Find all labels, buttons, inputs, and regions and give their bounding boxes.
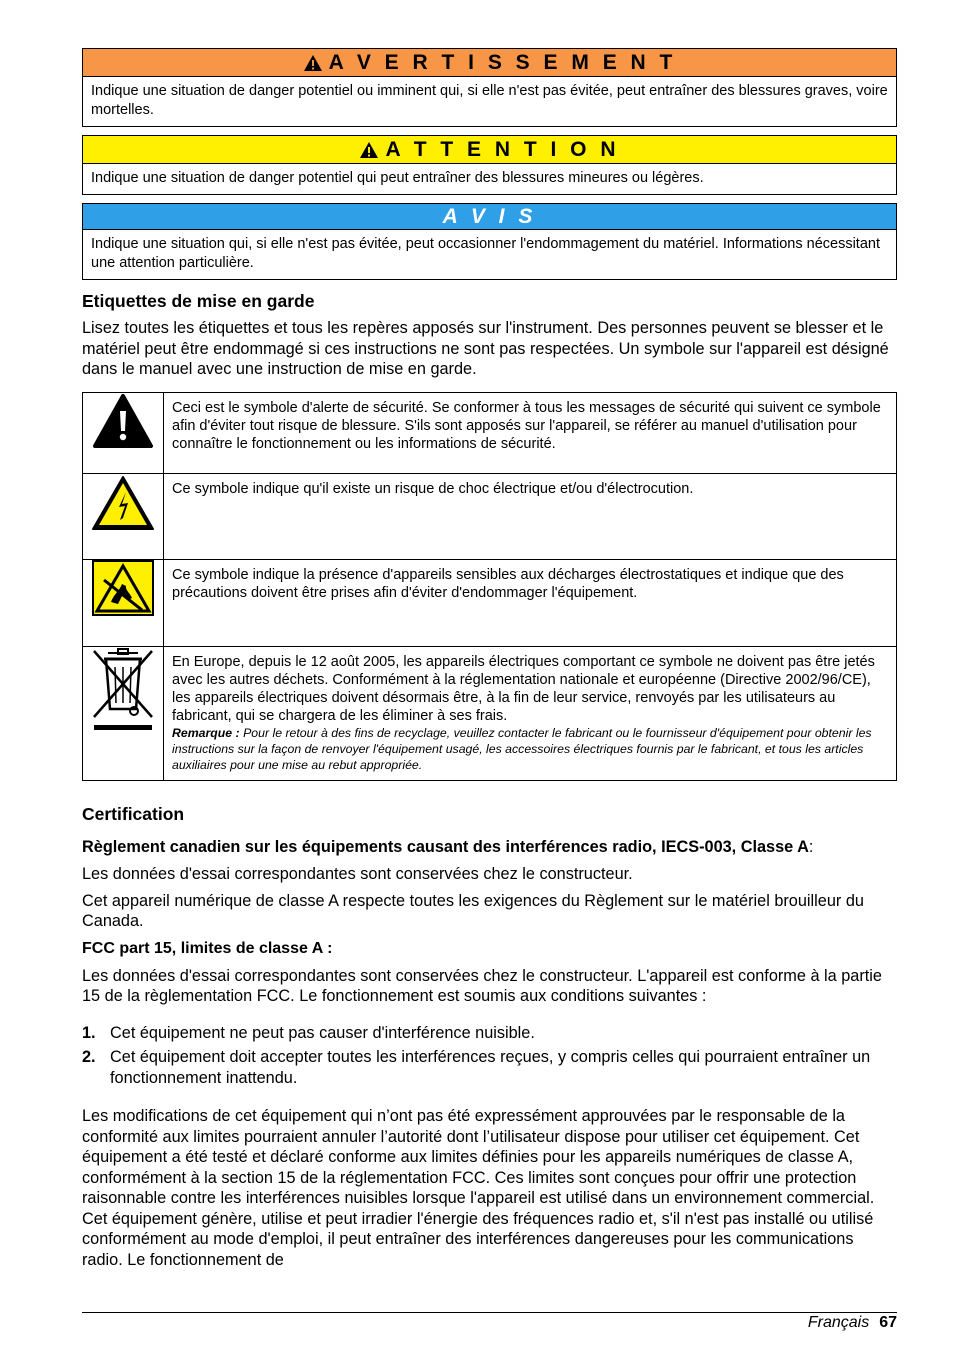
warning-text: Indique une situation de danger potentiel ou imminent qui, si elle n'est pas évitée, peut entraîner des blessures graves, voire mortelles.: [91, 83, 888, 118]
notice-box: [82, 203, 897, 280]
labels-intro: Lisez toutes les étiquettes et tous les repères apposés sur l'instrument. Des personnes peuvent se blesser et le matériel peut être endommagé si ces instructions ne sont pas respectées. Un symbole sur l'appareil est désigné dans le manuel avec une instruction de mise en garde.: [82, 319, 889, 378]
symbol-description: Ceci est le symbole d'alerte de sécurité. Se conformer à tous les messages de sécurité qui suivent ce symbole afin d'éviter tout risque de blessure. S'ils sont apposés sur l'appareil, se référer au manuel d'utilisation pour connaître le fonctionnement ou les informations de sécurité.: [164, 392, 897, 473]
table-row: [83, 392, 897, 473]
page-footer: [82, 1312, 897, 1333]
weee-crossed-bin-icon: [90, 647, 156, 733]
notice-header: [83, 204, 896, 230]
canada-paragraph-1: Les données d'essai correspondantes sont conservées chez le constructeur.: [82, 865, 633, 883]
footer-language: Français: [807, 1314, 870, 1331]
conditions-list: [82, 1023, 897, 1089]
canada-heading: [82, 837, 897, 858]
warning-header: [83, 49, 896, 77]
symbols-table: [82, 392, 897, 781]
fcc-paragraph-1: Les données d'essai correspondantes sont conservées chez le constructeur. L'appareil est conforme à la partie 15 de la règlementation FCC. Le fonctionnement est soumis aux conditions suivantes :: [82, 966, 882, 1005]
warning-title: A V E R T I S S E M E N T: [328, 50, 677, 74]
list-item: [82, 1047, 897, 1088]
caution-text: Indique une situation de danger potentiel qui peut entraîner des blessures mineures ou légères.: [91, 170, 704, 186]
symbol-description: Ce symbole indique qu'il existe un risque de choc électrique et/ou d'électrocution.: [164, 473, 897, 559]
fcc-paragraph-2: Les modifications de cet équipement qui n’ont pas été expressément approuvées par le responsable de la conformité aux limites pourraient annuler l’autorité dont l’utilisateur dispose pour utiliser cet équipement. Cet équipement a été testé et déclaré conforme aux limites définies pour les appareils numériques de classe A, conformément à la section 15 de la réglementation FCC. Ces limites sont conçues pour offrir une protection raisonnable contre les interférences nuisibles lorsque l'appareil est utilisé dans un environnement commercial. Cet équipement génère, utilise et peut irradier l'énergie des fréquences radio et, s'il n'est pas installé ou utilisé conformément au mode d'emploi, il peut entraîner des interférences dangereuses pour les communications radio. Le fonctionnement de: [82, 1107, 875, 1269]
table-row: [83, 559, 897, 646]
caution-box: [82, 135, 897, 195]
canada-paragraph-2: Cet appareil numérique de classe A respecte toutes les exigences du Règlement sur le matériel brouilleur du Canada.: [82, 891, 864, 930]
note: [172, 725, 888, 773]
page-content: [82, 48, 897, 1270]
list-item-text: Cet équipement doit accepter toutes les interférences reçues, y compris celles qui pourraient entraîner un fonctionnement inattendu.: [110, 1048, 871, 1087]
caution-header: [83, 136, 896, 164]
canada-heading-suffix: :: [808, 837, 814, 856]
section-heading-certification: Certification: [82, 803, 185, 824]
caution-title: A T T E N T I O N: [385, 137, 620, 161]
notice-text: Indique une situation qui, si elle n'est pas évitée, peut occasionner l'endommagement du matériel. Informations nécessitant une attention particulière.: [91, 236, 880, 271]
section-heading-labels: Etiquettes de mise en garde: [82, 291, 315, 311]
list-item: [82, 1023, 897, 1044]
esd-sensitive-icon: [92, 560, 154, 616]
caution-triangle-icon: [359, 141, 379, 159]
note-label: Remarque :: [172, 725, 240, 740]
warning-triangle-icon: [303, 54, 323, 72]
electrical-shock-icon: [90, 474, 156, 532]
general-warning-icon: [92, 393, 154, 449]
warning-box: [82, 48, 897, 127]
list-item-text: Cet équipement ne peut pas causer d'interférence nuisible.: [110, 1023, 535, 1042]
notice-title: A V I S: [442, 204, 537, 228]
list-item-number: 2.: [82, 1048, 96, 1066]
fcc-heading: FCC part 15, limites de classe A :: [82, 939, 333, 957]
canada-heading-main: Règlement canadien sur les équipements causant des interférences radio, IECS-003, Classe A: [82, 837, 809, 856]
list-item-number: 1.: [82, 1023, 96, 1042]
table-row: [83, 646, 897, 780]
symbol-description: Ce symbole indique la présence d'appareils sensibles aux décharges électrostatiques et indique que des précautions doivent être prises afin d'éviter d'endommager l'équipement.: [164, 559, 897, 646]
symbol-description: En Europe, depuis le 12 août 2005, les appareils électriques comportant ce symbole ne doivent pas être jetés avec les autres déchets. Conformément à la réglementation nationale et européenne (Directive 2002/96/CE), les appareils électriques doivent désormais être, à la fin de leur service, renvoyés par les utilisateurs au fabricant, qui se chargera de les éliminer à ses frais.: [172, 653, 875, 724]
page-number: 67: [879, 1314, 897, 1331]
note-text: Pour le retour à des fins de recyclage, veuillez contacter le fabricant ou le fournisseur d'équipement pour obtenir les instructions sur la façon de renvoyer l'équipement usagé, les accessoires électriques fournis par le fabricant, et tous les articles auxiliaires pour une mise au rebut appropriée.: [172, 725, 872, 772]
table-row: [83, 473, 897, 559]
